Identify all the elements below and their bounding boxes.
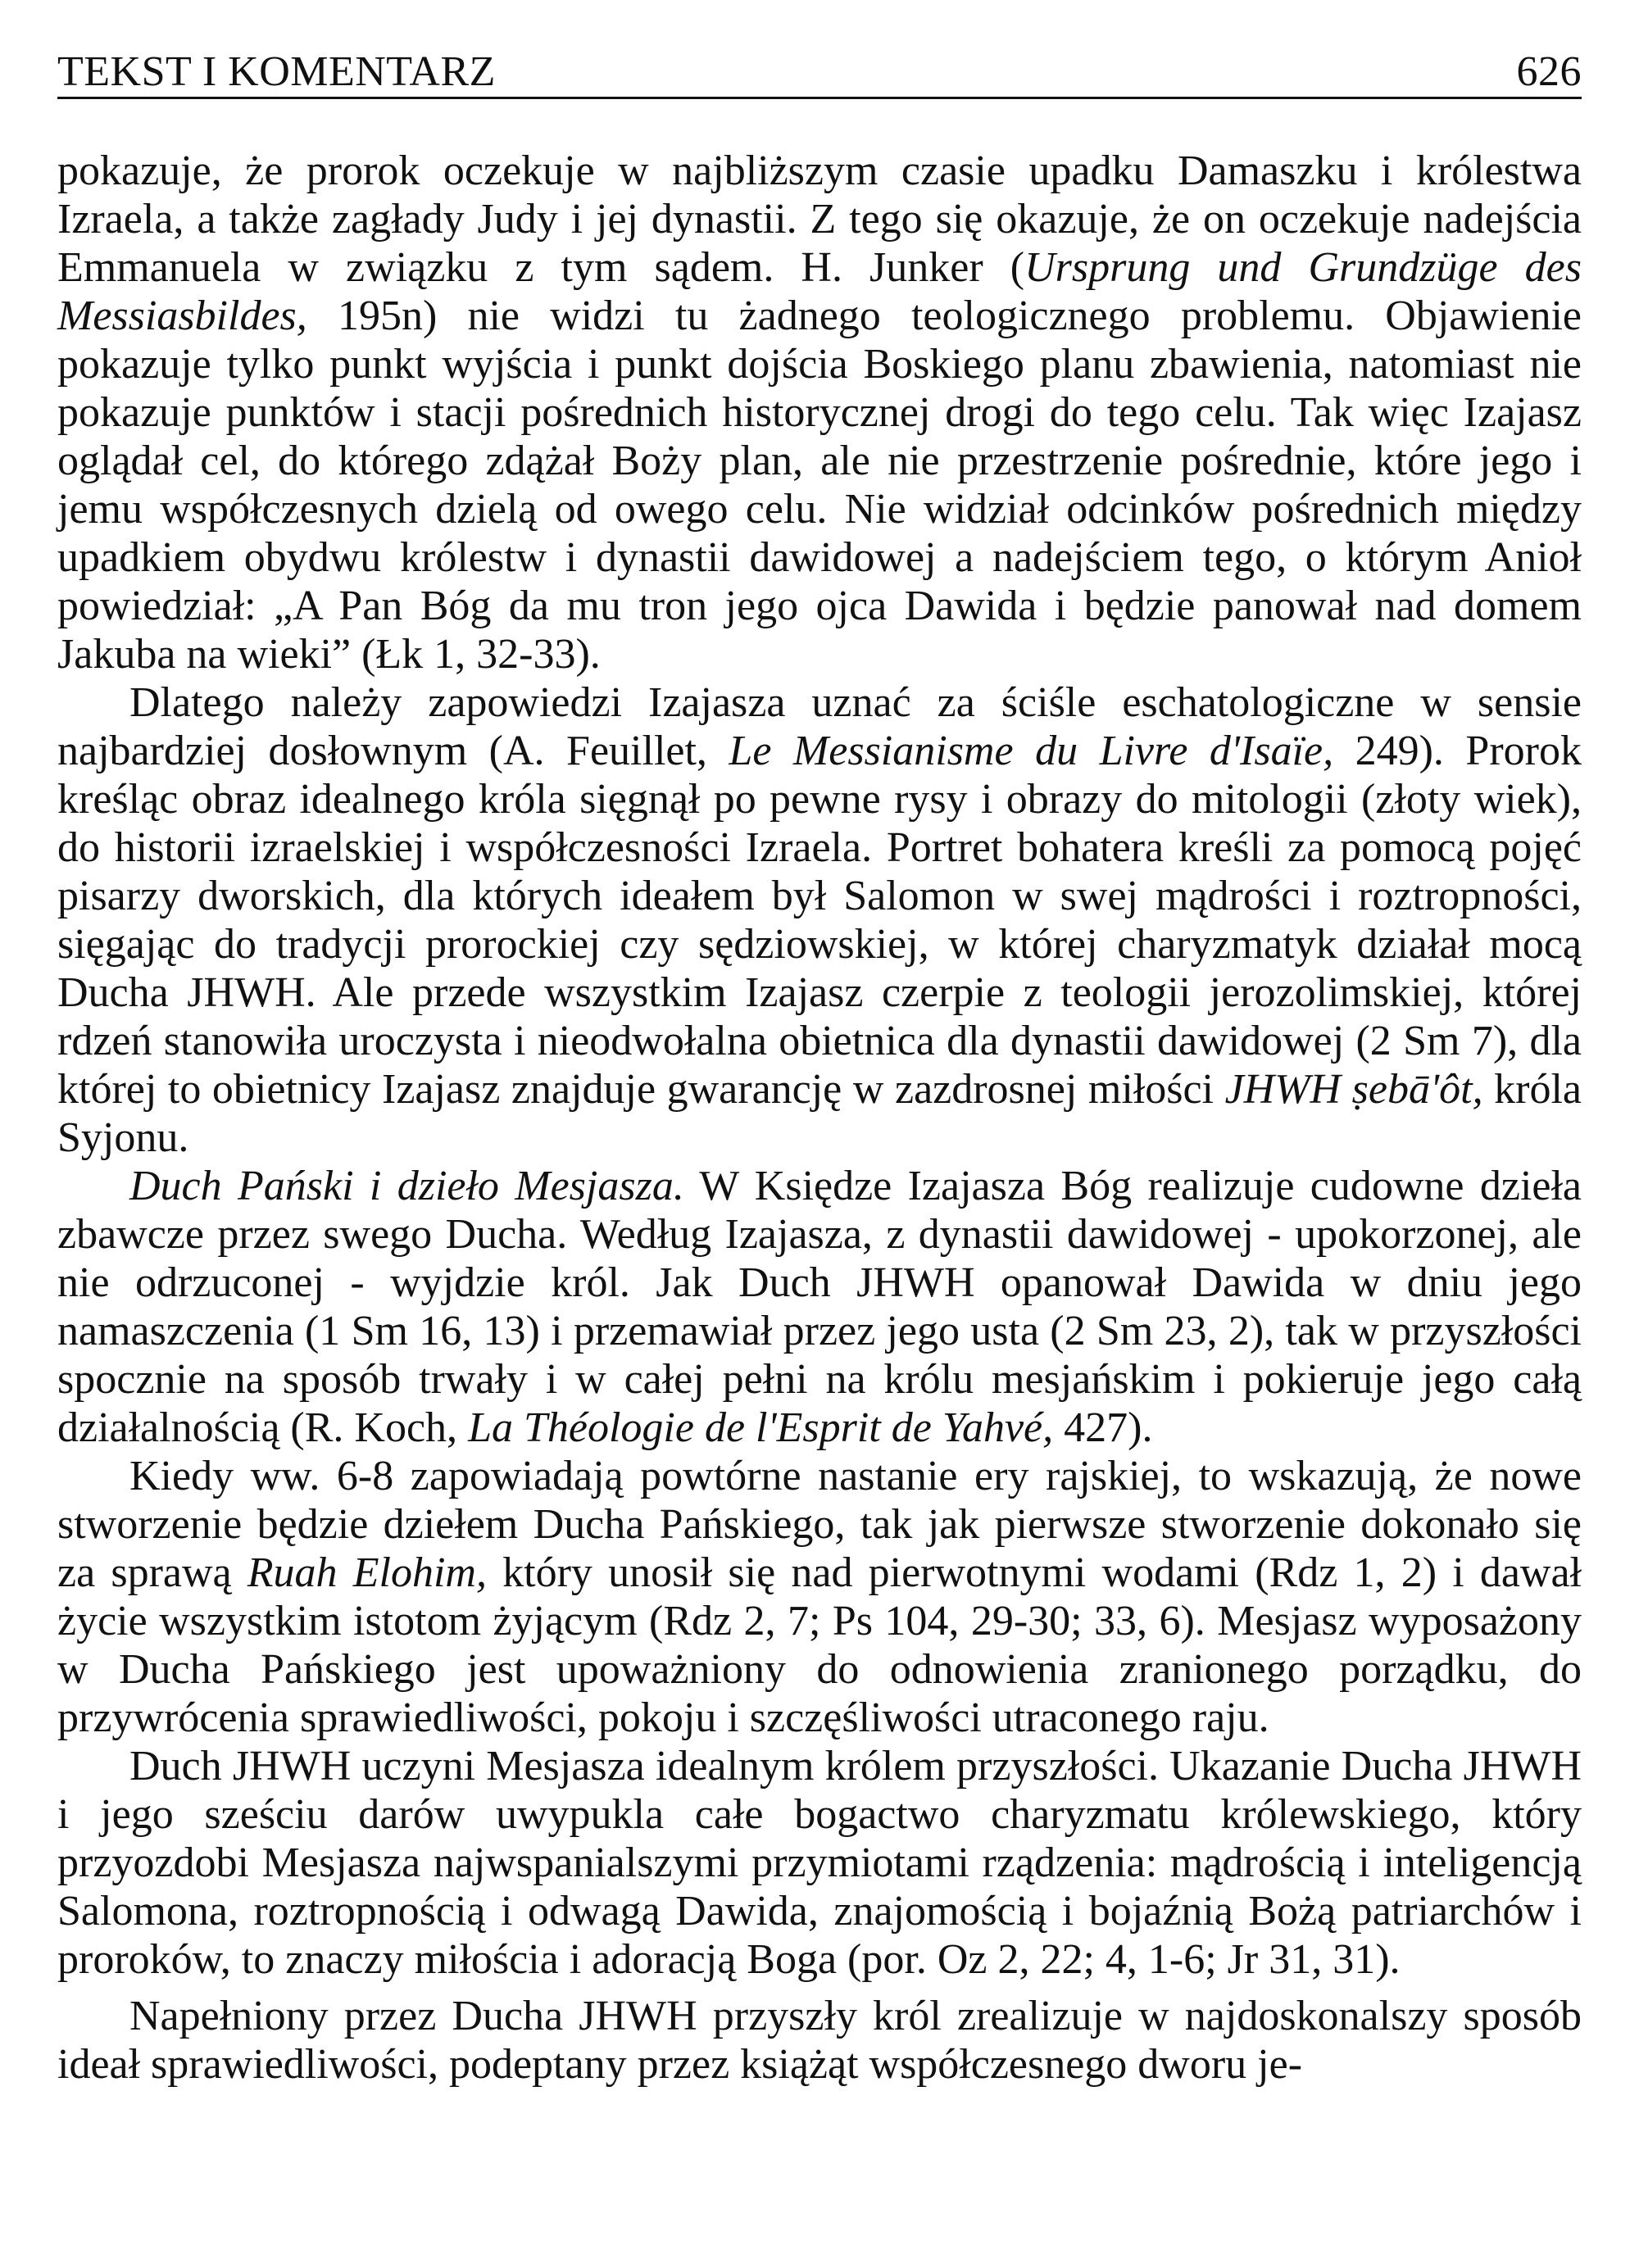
paragraph	[57, 1162, 1582, 1452]
text-run: 249). Prorok kreśląc obraz idealnego króla sięgnął po pewne rysy i obrazy do mitologii (złoty wiek), do historii izraelskiej i współczesności Izraela. Portret bohatera kreśli za pomocą pojęć pisarzy dworskich, dla których ideałem był Salomon w swej mądrości i roztropności, sięgając do tradycji prorockiej czy sędziowskiej, w której charyzmatyk działał mocą Ducha JHWH. Ale przede wszystkim Izajasz czerpie z teologii jerozolimskiej, której rdzeń stanowiła uroczysta i nieodwołalna obietnica dla dynastii dawidowej (2 Sm 7), dla której to obietnicy Izajasz znajduje gwarancję w zazdrosnej miłości	[57, 728, 1582, 1113]
italic-citation: Ruah Elohim,	[247, 1549, 487, 1596]
text-run: 427).	[1053, 1404, 1153, 1451]
header-title: TEKST I KOMENTARZ	[57, 48, 496, 95]
italic-citation: Duch Pański i dzieło Mesjasza.	[129, 1163, 684, 1209]
paragraph	[57, 147, 1582, 678]
italic-citation: JHWH ṣebā'ôt,	[1224, 1066, 1483, 1113]
body-text	[57, 147, 1582, 2089]
text-run: 195n) nie widzi tu żadnego teologicznego problemu. Objawienie pokazuje tylko punkt wyjścia i punkt dojścia Boskiego planu zbawienia, natomiast nie pokazuje punktów i stacji pośrednich historycznej drogi do tego celu. Tak więc Izajasz oglądał cel, do którego zdążał Boży plan, ale nie przestrzenie pośrednie, które jego i jemu współczesnych dzielą od owego celu. Nie widział odcinków pośrednich między upadkiem obydwu królestw i dynastii dawidowej a nadejściem tego, o którym Anioł powiedział: „A Pan Bóg da mu tron jego ojca Dawida i będzie panował nad domem Jakuba na wieki” (Łk 1, 32-33).	[57, 293, 1582, 678]
paragraph	[57, 1452, 1582, 1742]
italic-citation: Le Messianisme du Livre d'Isaïe,	[729, 728, 1334, 774]
paragraph	[57, 1992, 1582, 2089]
text-run: pokazuje, że prorok oczekuje w najbliższym czasie upadku Damaszku i królestwa Izraela, a także zagłady Judy i jej dynastii. Z tego się okazuje, że on oczekuje nadejścia Emmanuela w związku z tym sądem. H. Junker (	[57, 147, 1582, 291]
paragraph	[57, 678, 1582, 1162]
text-run: Duch JHWH uczyni Mesjasza idealnym królem przyszłości. Ukazanie Ducha JHWH i jego sześciu darów uwypukla całe bogactwo charyzmatu królewskiego, który przyozdobi Mesjasza najwspanialszymi przymiotami rządzenia: mądrością i inteligencją Salomona, roztropnością i odwagą Dawida, znajomością i bojaźnią Bożą patriarchów i proroków, to znaczy miłościa i adoracją Boga (por. Oz 2, 22; 4, 1-6; Jr 31, 31).	[57, 1743, 1582, 1983]
italic-citation: La Théologie de l'Esprit de Yahvé,	[468, 1404, 1054, 1451]
italic-citation: Ursprung und Grundzüge des Messiasbildes,	[57, 244, 1582, 339]
page-number: 626	[1516, 48, 1582, 95]
page	[57, 39, 1582, 2089]
running-header	[57, 39, 1582, 99]
text-run: Dlatego należy zapowiedzi Izajasza uznać za ściśle eschatologiczne w sensie najbardziej dosłownym (A. Feuillet,	[57, 679, 1582, 774]
paragraph	[57, 1742, 1582, 1984]
text-run: króla Syjonu.	[57, 1066, 1582, 1161]
text-run: W Księdze Izajasza Bóg realizuje cudowne dzieła zbawcze przez swego Ducha. Według Izajasza, z dynastii dawidowej - upokorzonej, ale nie odrzuconej - wyjdzie król. Jak Duch JHWH opanował Dawida w dniu jego namaszczenia (1 Sm 16, 13) i przemawiał przez jego usta (2 Sm 23, 2), tak w przyszłości spocznie na sposób trwały i w całej pełni na królu mesjańskim i pokieruje jego całą działalnością (R. Koch,	[57, 1163, 1582, 1451]
text-run: który unosił się nad pierwotnymi wodami (Rdz 1, 2) i dawał życie wszystkim istotom żyjącym (Rdz 2, 7; Ps 104, 29-30; 33, 6). Mesjasz wyposażony w Ducha Pańskiego jest upoważniony do odnowienia zranionego porządku, do przywrócenia sprawiedliwości, pokoju i szczęśliwości utraconego raju.	[57, 1549, 1582, 1741]
text-run: Kiedy ww. 6-8 zapowiadają powtórne nastanie ery rajskiej, to wskazują, że nowe stworzenie będzie dziełem Ducha Pańskiego, tak jak pierwsze stworzenie dokonało się za sprawą	[57, 1453, 1582, 1596]
text-run: Napełniony przez Ducha JHWH przyszły król zrealizuje w najdoskonalszy sposób ideał sprawiedliwości, podeptany przez książąt współczesnego dworu je-	[57, 1993, 1582, 2088]
